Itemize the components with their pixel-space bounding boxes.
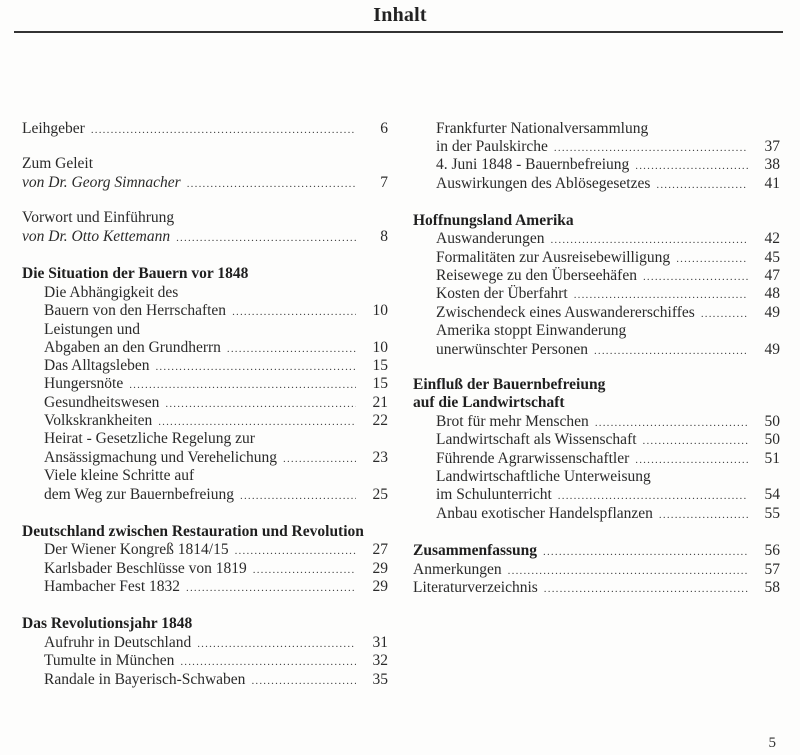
toc-entry-title: Landwirtschaft als Wissenschaft <box>436 431 637 448</box>
toc-entry-title: Das Revolutionsjahr 1848 <box>22 615 193 632</box>
toc-entry-title: Führende Agrarwissenschaftler <box>436 450 630 467</box>
toc-entry-title: Ansässigmachung und Verehelichung <box>44 449 278 466</box>
toc-entry <box>44 356 388 375</box>
dot-leader <box>187 175 356 194</box>
toc-entry <box>44 466 388 485</box>
toc-entry <box>44 301 388 320</box>
page-title: Inhalt <box>373 4 427 26</box>
toc-page-number: 48 <box>764 285 780 302</box>
toc-entry <box>44 283 388 302</box>
toc-entry <box>44 429 388 448</box>
toc-entry <box>22 173 388 192</box>
toc-entry-title: Tumulte in München <box>44 652 175 669</box>
toc-entry-title: in der Paulskirche <box>436 138 548 155</box>
toc-page-number: 54 <box>764 486 780 503</box>
toc-page-number: 56 <box>764 542 780 559</box>
dot-leader <box>91 121 356 140</box>
toc-page-number: 37 <box>764 138 780 155</box>
dot-leader <box>186 579 356 598</box>
toc-entry <box>22 154 388 173</box>
toc-entry <box>436 303 780 322</box>
toc-page-number: 45 <box>764 249 780 266</box>
toc-entry-title: Die Abhängigkeit des <box>44 284 179 301</box>
toc-entry <box>436 266 780 285</box>
toc-entry <box>436 449 780 468</box>
toc-page-number: 10 <box>372 339 388 356</box>
toc-entry-title: Abgaben an den Grundherrn <box>44 339 221 356</box>
toc-page-number: 21 <box>372 394 388 411</box>
toc-page-number: 35 <box>372 671 388 688</box>
toc-page-number: 51 <box>764 450 780 467</box>
toc-page-number: 25 <box>372 486 388 503</box>
toc-entry-title: Vorwort und Einführung <box>22 209 175 226</box>
toc-section-heading <box>22 522 388 541</box>
toc-entry <box>413 560 780 579</box>
toc-page-number: 58 <box>764 579 780 596</box>
toc-page-number: 23 <box>372 449 388 466</box>
toc-page-number: 32 <box>372 652 388 669</box>
toc-entry-title: von Dr. Georg Simnacher <box>22 174 181 191</box>
toc-entry-title: Hambacher Fest 1832 <box>44 578 181 595</box>
toc-entry <box>44 540 388 559</box>
toc-section-heading <box>413 393 780 412</box>
toc-page-number: 55 <box>764 505 780 522</box>
dot-leader <box>176 229 356 248</box>
toc-page-number: 41 <box>764 175 780 192</box>
toc-page-number: 31 <box>372 634 388 651</box>
toc-entry-title: Brot für mehr Menschen <box>436 413 589 430</box>
toc-entry-title: Bauern von den Herrschaften <box>44 302 227 319</box>
toc-page-number: 50 <box>764 431 780 448</box>
toc-section-heading <box>413 375 780 394</box>
toc-entry <box>436 119 780 138</box>
toc-entry-title: Der Wiener Kongreß 1814/15 <box>44 541 229 558</box>
toc-entry <box>436 137 780 156</box>
dot-leader <box>594 342 748 361</box>
toc-entry <box>44 411 388 430</box>
toc-entry-title: Zum Geleit <box>22 155 94 172</box>
dot-leader <box>240 487 356 506</box>
toc-entry <box>436 248 780 267</box>
toc-entry-title: Literaturverzeichnis <box>413 579 538 596</box>
toc-entry-title: Leihgeber <box>22 120 85 137</box>
toc-entry <box>22 208 388 227</box>
toc-page-number: 57 <box>764 561 780 578</box>
toc-entry <box>413 578 780 597</box>
toc-entry-title: Anbau exotischer Handelspflanzen <box>436 505 653 522</box>
dot-leader <box>656 176 748 195</box>
toc-page-number: 6 <box>380 120 388 137</box>
toc-page-number: 22 <box>372 412 388 429</box>
toc-page-number: 8 <box>380 228 388 245</box>
toc-entry <box>436 412 780 431</box>
toc-entry <box>44 320 388 339</box>
toc-entry <box>44 577 388 596</box>
toc-entry <box>44 374 388 393</box>
toc-page-number: 7 <box>380 174 388 191</box>
toc-entry <box>44 651 388 670</box>
toc-entry-title: Landwirtschaftliche Unterweisung <box>436 468 651 485</box>
toc-entry-title: Zusammenfassung <box>413 542 538 559</box>
toc-page-number: 47 <box>764 267 780 284</box>
toc-entry <box>44 338 388 357</box>
toc-entry-title: Hoffnungsland Amerika <box>413 212 574 229</box>
toc-entry-title: Karlsbader Beschlüsse von 1819 <box>44 560 247 577</box>
toc-entry <box>436 321 780 340</box>
toc-entry <box>436 340 780 359</box>
toc-page-number: 10 <box>372 302 388 319</box>
toc-page-number: 29 <box>372 578 388 595</box>
toc-page-number: 42 <box>764 230 780 247</box>
toc-page-number: 50 <box>764 413 780 430</box>
toc-entry <box>44 393 388 412</box>
toc-page-number: 29 <box>372 560 388 577</box>
toc-entry-title: im Schulunterricht <box>436 486 552 503</box>
toc-section-heading <box>413 211 780 230</box>
toc-entry-title: auf die Landwirtschaft <box>413 394 565 411</box>
toc-entry <box>436 485 780 504</box>
toc-page-number: 38 <box>764 156 780 173</box>
toc-entry-title: Viele kleine Schritte auf <box>44 467 195 484</box>
toc-entry <box>44 670 388 689</box>
toc-entry-title: Gesundheitswesen <box>44 394 160 411</box>
dot-leader <box>659 506 748 525</box>
toc-entry-title: Heirat - Gesetzliche Regelung zur <box>44 430 255 447</box>
dot-leader <box>544 580 748 599</box>
title-rule <box>14 31 783 33</box>
toc-entry-title: Hungersnöte <box>44 375 124 392</box>
toc-entry-title: Auswirkungen des Ablösegesetzes <box>436 175 651 192</box>
toc-entry <box>44 633 388 652</box>
toc-entry <box>436 504 780 523</box>
toc-entry-title: Frankfurter Nationalversammlung <box>436 120 649 137</box>
toc-entry <box>436 284 780 303</box>
toc-entry <box>436 430 780 449</box>
toc-entry-title: Randale in Bayerisch-Schwaben <box>44 671 246 688</box>
toc-entry-title: unerwünschter Personen <box>436 341 588 358</box>
toc-entry-title: Leistungen und <box>44 321 140 338</box>
page-number: 5 <box>768 735 776 751</box>
toc-entry-title: Deutschland zwischen Restauration und Revolution <box>22 523 364 540</box>
toc-section-heading <box>22 614 388 633</box>
toc-page-number: 49 <box>764 304 780 321</box>
toc-page-number: 49 <box>764 341 780 358</box>
toc-entry-title: dem Weg zur Bauernbefreiung <box>44 486 234 503</box>
toc-entry-title: Einfluß der Bauernbefreiung <box>413 376 606 393</box>
toc-entry-title: Anmerkungen <box>413 561 502 578</box>
toc-entry <box>44 485 388 504</box>
toc-entry-title: Zwischendeck eines Auswandererschiffes <box>436 304 695 321</box>
toc-entry <box>22 119 388 138</box>
toc-entry <box>436 174 780 193</box>
toc-entry <box>436 467 780 486</box>
toc-entry-title: Auswanderungen <box>436 230 545 247</box>
toc-entry-title: Amerika stoppt Einwanderung <box>436 322 627 339</box>
toc-entry <box>436 155 780 174</box>
toc-section-heading <box>413 541 780 560</box>
toc-entry <box>436 229 780 248</box>
toc-entry-title: Die Situation der Bauern vor 1848 <box>22 265 249 282</box>
dot-leader <box>251 672 356 691</box>
toc-entry-title: Kosten der Überfahrt <box>436 285 568 302</box>
toc-entry-title: Aufruhr in Deutschland <box>44 634 192 651</box>
toc-page-number: 15 <box>372 375 388 392</box>
toc-entry <box>44 559 388 578</box>
toc-entry <box>22 227 388 246</box>
toc-entry-title: von Dr. Otto Kettemann <box>22 228 171 245</box>
toc-page-number: 15 <box>372 357 388 374</box>
toc-entry <box>44 448 388 467</box>
toc-entry-title: Volkskrankheiten <box>44 412 153 429</box>
toc-section-heading <box>22 264 388 283</box>
toc-entry-title: Das Alltagsleben <box>44 357 150 374</box>
toc-entry-title: 4. Juni 1848 - Bauernbefreiung <box>436 156 630 173</box>
toc-page-number: 27 <box>372 541 388 558</box>
toc-entry-title: Reisewege zu den Überseehäfen <box>436 267 637 284</box>
toc-entry-title: Formalitäten zur Ausreisebewilligung <box>436 249 671 266</box>
